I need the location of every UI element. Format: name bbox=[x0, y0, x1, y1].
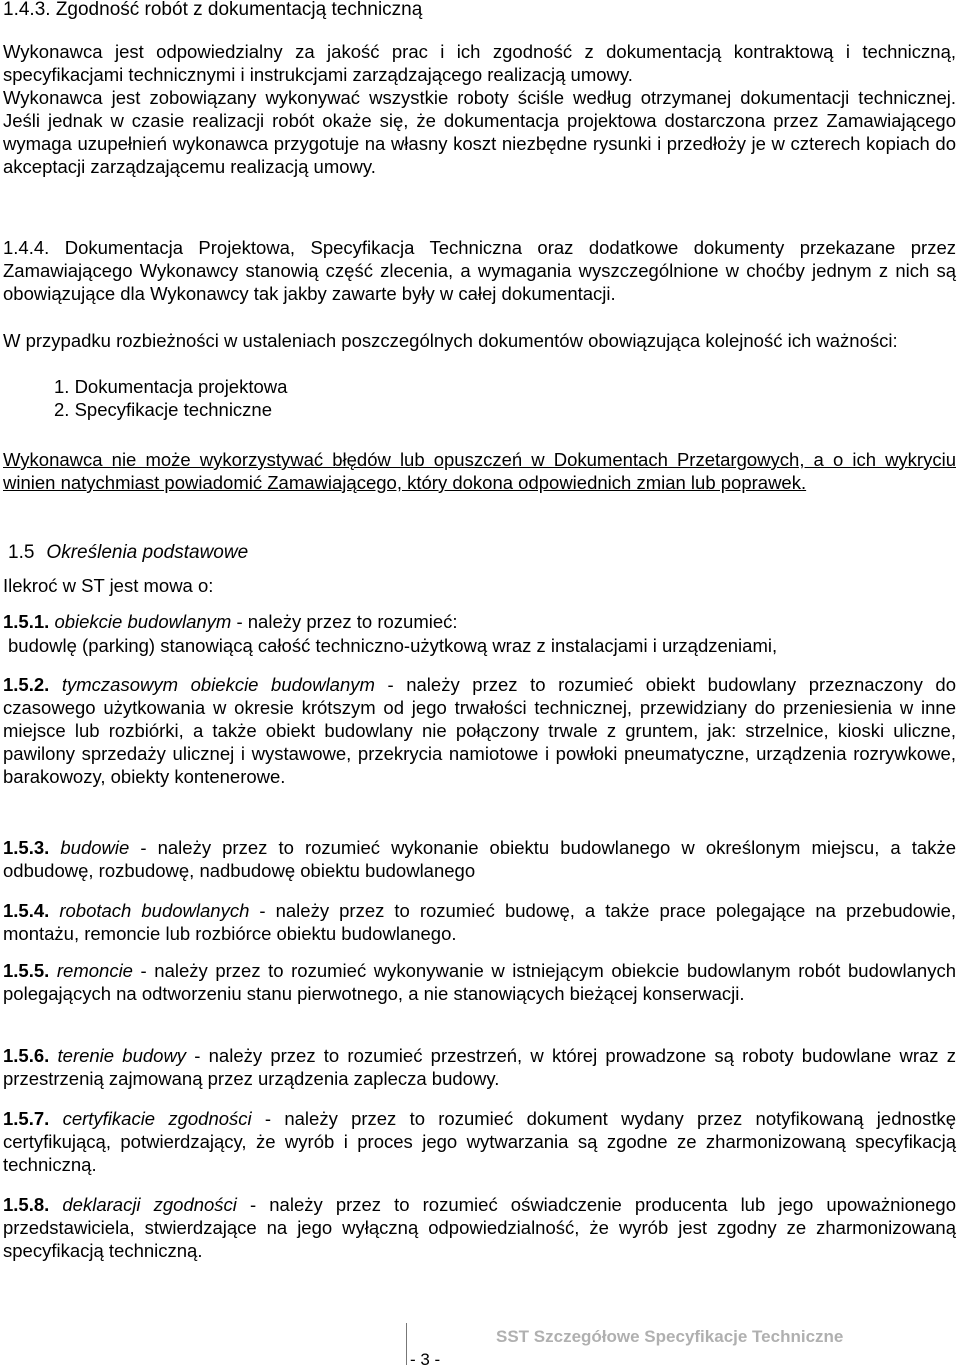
paragraph-144-text: Dokumentacja Projektowa, Specyfikacja Techniczna oraz dodatkowe dokumenty przekazane przez Zamawiającego Wykonawcy stanowią część zlecenia, a wymagania wyszczególnione w choćby jednym z nich są obowiązujące dla Wykonawcy tak jakby zawarte były w całej dokumentacji. bbox=[3, 237, 957, 304]
priority-item-2: 2. Specyfikacje techniczne bbox=[54, 399, 273, 420]
definition-7 bbox=[3, 1107, 956, 1176]
section-number-15: 1.5 bbox=[8, 542, 35, 563]
priority-item-1: 1. Dokumentacja projektowa bbox=[54, 376, 288, 397]
definitions-intro: Ilekroć w ST jest mowa o: bbox=[3, 575, 214, 596]
definition-term: robotach budowlanych bbox=[59, 900, 250, 921]
paragraph-143-responsibility: Wykonawca jest odpowiedzialny za jakość prac i ich zgodność z dokumentacją kontraktową i techniczną, specyfikacjami technicznymi i instrukcjami zarządzającego realizacją umowy. bbox=[3, 41, 956, 85]
definition-number: 1.5.5. bbox=[3, 960, 50, 981]
definition-text: - należy przez to rozumieć dokument wydany przez notyfikowaną jednostkę certyfikującą, potwierdzający, że wyrób i proces jego wytwarzania są zgodne ze zharmonizowaną specyfikacją techniczną. bbox=[3, 1108, 956, 1175]
definition-text: - należy przez to rozumieć: bbox=[231, 611, 458, 632]
definition-number: 1.5.8. bbox=[3, 1194, 50, 1215]
definition-term: deklaracji zgodności bbox=[62, 1194, 237, 1215]
section-title-143: 1.4.3. Zgodność robót z dokumentacją techniczną bbox=[3, 0, 423, 20]
page-number: - 3 - bbox=[410, 1350, 441, 1369]
definition-text: - należy przez to rozumieć obiekt budowlany przeznaczony do czasowego użytkowania w okresie krótszym od jego trwałości technicznej, przewidziany do przeniesienia w inne miejsce lub rozbiórki, a także obiekt budowlany nie połączony trwale z gruntem, jak: strzelnice, kioski uliczne, pawilony sprzedaży ulicznej i wystawowe, przekrycia namiotowe i powłoki pneumatyczne, urządzenia rozrywkowe, barakowozy, obiekty kontenerowe. bbox=[3, 674, 956, 787]
section-number-144: 1.4.4. bbox=[3, 237, 50, 258]
definition-5 bbox=[3, 959, 956, 1005]
definition-3 bbox=[3, 836, 956, 882]
definition-term: budowie bbox=[60, 837, 130, 858]
definition-2 bbox=[3, 673, 956, 788]
definition-number: 1.5.7. bbox=[3, 1108, 50, 1129]
definition-1 bbox=[3, 610, 956, 633]
definition-term: terenie budowy bbox=[57, 1045, 187, 1066]
definition-number: 1.5.6. bbox=[3, 1045, 50, 1066]
definition-term: obiekcie budowlanym bbox=[54, 611, 232, 632]
priority-intro: W przypadku rozbieżności w ustaleniach poszczególnych dokumentów obowiązująca kolejność ich ważności: bbox=[3, 330, 898, 351]
definition-4 bbox=[3, 899, 956, 945]
definition-text: - należy przez to rozumieć przestrzeń, w której prowadzone są roboty budowlane wraz z przestrzenią zajmowaną przez urządzenia zaplecza budowy. bbox=[3, 1045, 956, 1089]
paragraph-143-obligation: Wykonawca jest zobowiązany wykonywać wszystkie roboty ściśle według otrzymanej dokumentacji technicznej. Jeśli jednak w czasie realizacji robót okaże się, że dokumentacja projektowa dostarczona przez Zamawiającego wymaga uzupełnień wykonawca przygotuje na własny koszt niezbędne rysunki i przedłoży je w czterech kopiach do akceptacji zarządzającemu realizacją umowy. bbox=[3, 87, 956, 177]
definition-number: 1.5.4. bbox=[3, 900, 50, 921]
definition-6 bbox=[3, 1044, 956, 1090]
paragraph-144 bbox=[3, 236, 956, 305]
definition-text: - należy przez to rozumieć budowę, a także prace polegające na przebudowie, montażu, remoncie lub rozbiórce obiektu budowlanego. bbox=[3, 900, 956, 944]
definition-1-extra: budowlę (parking) stanowiącą całość techniczno-użytkową wraz z instalacjami i urządzeniami, bbox=[8, 635, 778, 656]
definition-8 bbox=[3, 1193, 956, 1262]
definition-text: - należy przez to rozumieć wykonywanie w istniejącym obiekcie budowlanym robót budowlanych polegających na odtworzeniu stanu pierwotnego, a nie stanowiących bieżącej konserwacji. bbox=[3, 960, 957, 1004]
definition-number: 1.5.2. bbox=[3, 674, 50, 695]
definition-term: tymczasowym obiekcie budowlanym bbox=[61, 674, 375, 695]
definition-text: - należy przez to rozumieć wykonanie obiektu budowlanego w określonym miejscu, a także odbudowę, rozbudowę, nadbudowę obiektu budowlanego bbox=[3, 837, 956, 881]
definition-term: remoncie bbox=[56, 960, 133, 981]
definition-number: 1.5.3. bbox=[3, 837, 50, 858]
section-title-15: Określenia podstawowe bbox=[46, 542, 249, 563]
underlined-note: Wykonawca nie może wykorzystywać błędów lub opuszczeń w Dokumentach Przetargowych, a o ich wykryciu winien natychmiast powiadomić Zamawiającego, który dokona odpowiednich zmian lub poprawek. bbox=[3, 449, 956, 493]
definition-text: - należy przez to rozumieć oświadczenie producenta lub jego upoważnionego przedstawiciela, stwierdzające na jego wyłączną odpowiedzialność, że wyrób jest zgodny ze zharmonizowaną specyfikacją techniczną. bbox=[3, 1194, 957, 1261]
footer-document-title: SST Szczegółowe Specyfikacje Techniczne bbox=[496, 1327, 844, 1346]
section-heading-15 bbox=[8, 541, 248, 565]
footer-divider bbox=[406, 1323, 407, 1365]
definition-number: 1.5.1. bbox=[3, 611, 50, 632]
definition-term: certyfikacie zgodności bbox=[62, 1108, 252, 1129]
